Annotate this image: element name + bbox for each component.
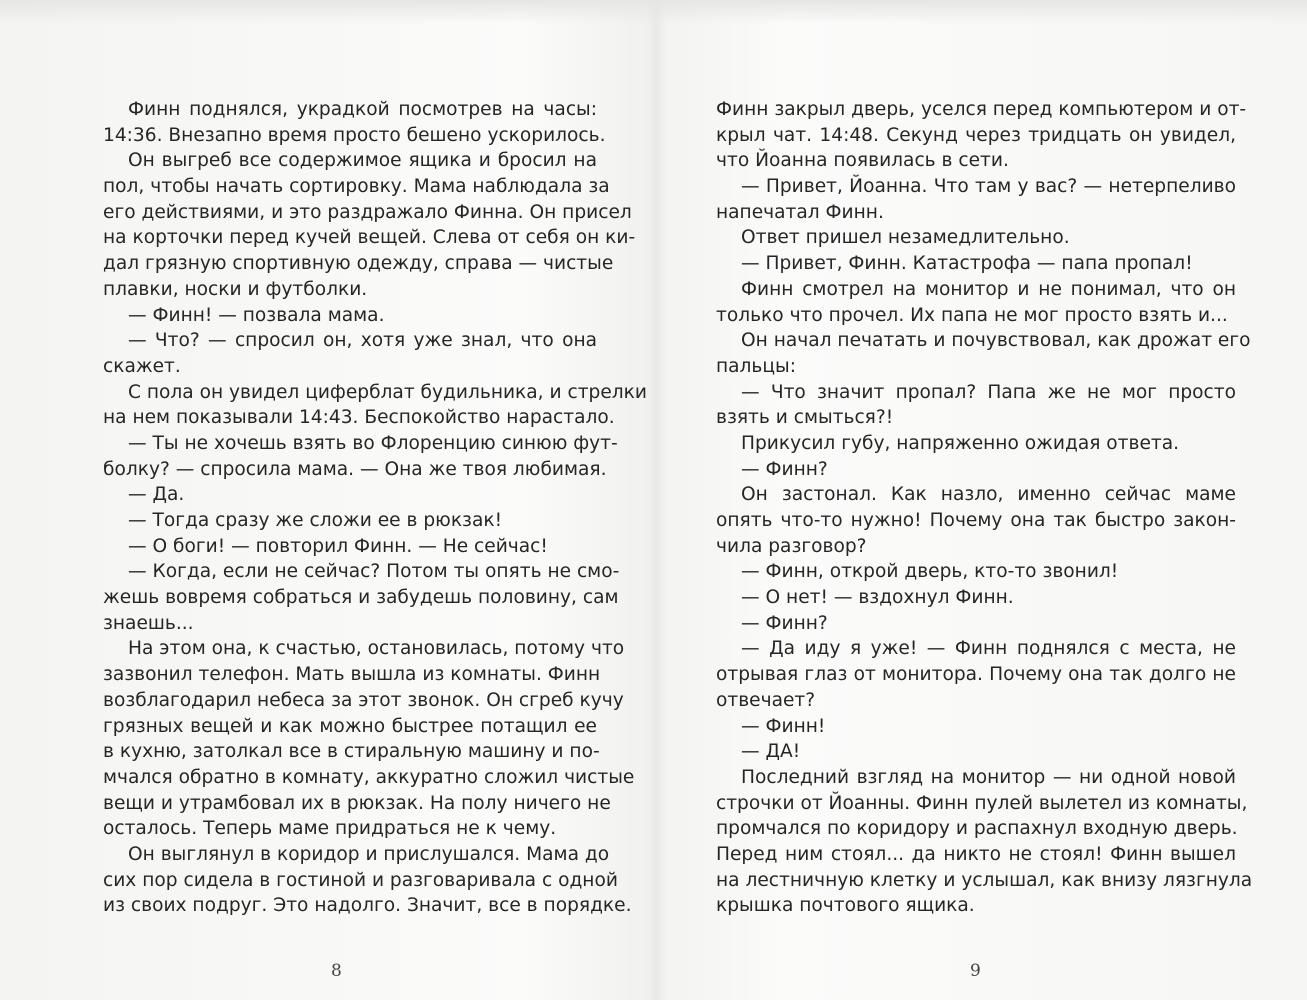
text-line: пальцы: — [716, 355, 796, 377]
text-line: осталось. Теперь маме придраться не к чему. — [103, 818, 557, 840]
text-line: На этом она, к счастью, остановилась, потому что — [128, 638, 625, 660]
text-line: Перед ним стоял... да никто не стоял! Финн вышел — [716, 843, 1236, 865]
text-line: — О нет! — вздохнул Финн. — [741, 587, 1014, 609]
text-line: — Финн, открой дверь, кто-то звонил! — [741, 561, 1119, 583]
text-line: 14:36. Внезапно время просто бешено ускорилось. — [103, 124, 606, 146]
text-line: Финн поднялся, украдкой посмотрев на часы: — [128, 99, 597, 120]
page-number-right: 9 — [970, 961, 981, 981]
text-line: — Ты не хочешь взять во Флоренцию синюю фут- — [128, 432, 618, 454]
text-line: зазвонил телефон. Мать вышла из комнаты. Финн — [103, 664, 601, 686]
text-line: взять и смыться?! — [716, 407, 894, 429]
text-line: Он застонал. Как назло, именно сейчас маме — [741, 484, 1236, 506]
text-line: — Привет, Йоанна. Что там у вас? — нетерпеливо — [741, 176, 1236, 198]
text-line: — Финн? — [741, 458, 828, 480]
text-line: Он выглянул в коридор и прислушался. Мама до — [128, 843, 610, 865]
text-line: строчки от Йоанны. Финн пулей вылетел из комнаты, — [716, 792, 1248, 814]
text-line: — ДА! — [741, 741, 801, 763]
text-line: возблагодарил небеса за этот звонок. Он сгреб кучу — [103, 689, 624, 711]
text-line: на лестничную клетку и услышал, как внизу лязгнула — [716, 869, 1253, 891]
text-line: жешь вовремя собраться и забудешь половину, сам — [103, 587, 619, 609]
text-line: мчался обратно в комнату, аккуратно сложил чистые — [103, 766, 635, 788]
text-line: плавки, носки и футболки. — [103, 278, 368, 300]
text-line: опять что-то нужно! Почему она так быстро закон- — [716, 510, 1236, 531]
text-line: из своих подруг. Это надолго. Значит, все в порядке. — [103, 895, 632, 917]
text-line: чила разговор? — [716, 535, 867, 557]
text-line: — Финн! — позвала мама. — [128, 304, 385, 326]
text-line: только что прочел. Их папа не мог просто взять и... — [716, 304, 1228, 326]
text-line: знаешь... — [103, 612, 194, 634]
text-line: отрывая глаз от монитора. Почему она так долго не — [716, 664, 1236, 686]
text-line: в кухню, затолкал все в стиральную машину и по- — [103, 741, 600, 763]
page-number-left: 8 — [331, 961, 342, 981]
text-line: отвечает? — [716, 689, 816, 711]
text-line: — Да иду я уже! — Финн поднялся с места, не — [741, 638, 1236, 660]
text-line: промчался по коридору и распахнул входную дверь. — [716, 818, 1238, 840]
text-line: Финн смотрел на монитор и не понимал, что он — [741, 278, 1236, 300]
text-line: крышка почтового ящика. — [716, 895, 975, 917]
text-line: болку? — спросила мама. — Она же твоя любимая. — [103, 458, 607, 480]
text-line: что Йоанна появилась в сети. — [716, 150, 1009, 172]
text-line: его действиями, и это раздражало Финна. Он присел — [103, 201, 632, 223]
text-line: — Что? — спросил он, хотя уже знал, что она — [128, 330, 597, 352]
top-edge-shadow — [0, 0, 1307, 24]
text-line: — Когда, если не сейчас? Потом ты опять не смо- — [128, 561, 620, 583]
text-line: Ответ пришел незамедлительно. — [741, 227, 1070, 249]
text-line: Он выгреб все содержимое ящика и бросил на — [128, 150, 597, 172]
text-line: сих пор сидела в гостиной и разговаривала с одной — [103, 869, 618, 891]
text-line: — Что значит пропал? Папа же не мог просто — [741, 381, 1236, 403]
text-line: на нем показывали 14:43. Беспокойство нарастало. — [103, 407, 615, 429]
text-line: скажет. — [103, 355, 181, 377]
text-line: дал грязную спортивную одежду, справа — чистые — [103, 253, 614, 275]
text-line: на корточки перед кучей вещей. Слева от себя он ки- — [103, 227, 636, 249]
text-line: вещи и утрамбовал их в рюкзак. На полу ничего не — [103, 792, 611, 814]
text-line: Финн закрыл дверь, уселся перед компьютером и от- — [716, 99, 1247, 120]
left-page-text — [103, 97, 647, 919]
text-line: Он начал печатать и почувствовал, как дрожат его — [741, 330, 1251, 352]
text-line: Прикусил губу, напряженно ожидая ответа. — [741, 432, 1180, 454]
text-line: пол, чтобы начать сортировку. Мама наблюдала за — [103, 176, 610, 198]
text-line: напечатал Финн. — [716, 201, 884, 223]
right-page-text — [716, 97, 1253, 919]
text-line: крыл чат. 14:48. Секунд через тридцать он увидел, — [716, 124, 1236, 146]
text-line: Последний взгляд на монитор — ни одной новой — [741, 766, 1236, 788]
text-line: — О боги! — повторил Финн. — Не сейчас! — [128, 535, 548, 557]
text-line: — Финн? — [741, 612, 828, 634]
text-line: грязных вещей и как можно быстрее потащил ее — [103, 715, 597, 737]
text-line: С пола он увидел циферблат будильника, и стрелки — [128, 381, 647, 403]
text-line: — Тогда сразу же сложи ее в рюкзак! — [128, 510, 503, 531]
text-line: — Да. — [128, 484, 185, 506]
text-line: — Финн! — [741, 715, 826, 737]
text-line: — Привет, Финн. Катастрофа — папа пропал! — [741, 253, 1193, 275]
